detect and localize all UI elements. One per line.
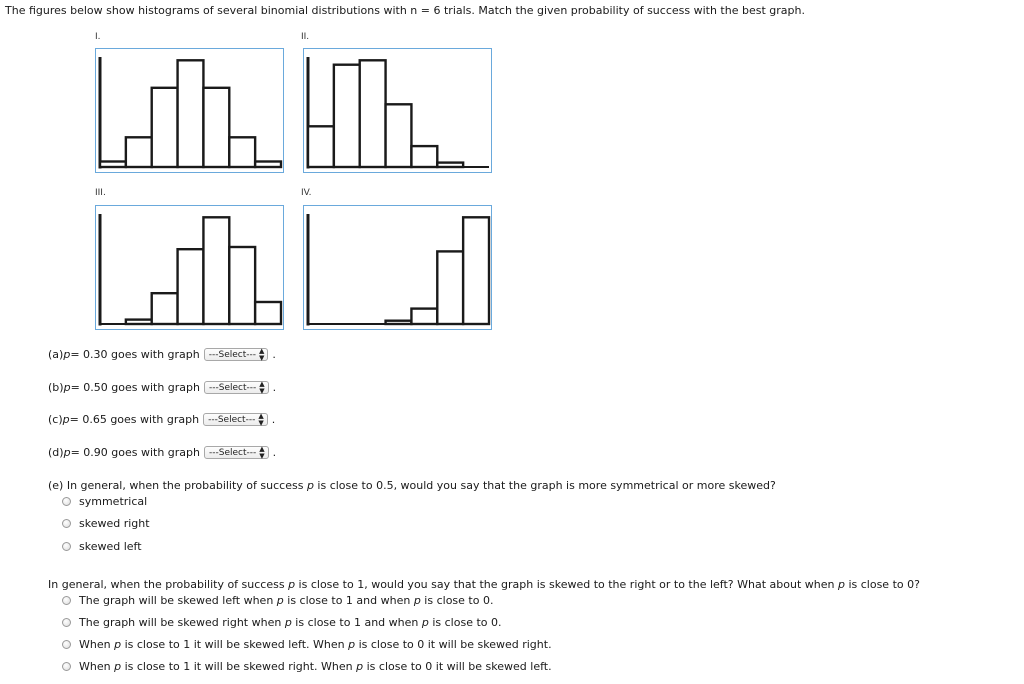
question-d <box>48 446 276 459</box>
option-f-3[interactable] <box>62 638 552 651</box>
select-arrows-icon: ▲ ▼ <box>259 444 265 460</box>
option-var: p <box>114 638 122 651</box>
question-c-text: = 0.65 goes with graph <box>69 413 200 426</box>
histogram-bar <box>360 60 386 167</box>
histogram-bar <box>255 302 281 324</box>
option-text: is close to 0 it will be skewed right. <box>355 638 552 651</box>
option-var: p <box>114 660 122 673</box>
histogram-bar <box>411 309 437 324</box>
option-label <box>79 594 493 607</box>
question-f-text-3: is close to 0? <box>844 578 920 591</box>
question-e <box>48 479 776 492</box>
question-c-period: . <box>271 413 276 426</box>
question-a-text: = 0.30 goes with graph <box>70 348 200 361</box>
histogram-bar <box>126 137 152 167</box>
option-label: skewed right <box>79 517 150 530</box>
question-b-var: p <box>63 381 71 394</box>
question-a-period: . <box>272 348 276 361</box>
option-text: is close to 1 and when <box>283 594 414 607</box>
option-skewed-left[interactable] <box>62 540 142 553</box>
radio-button[interactable] <box>62 519 71 528</box>
graph-label-4: IV. <box>301 188 312 198</box>
histogram-bar <box>229 247 255 324</box>
option-var: p <box>421 616 429 629</box>
option-var: p <box>348 638 356 651</box>
histogram-bar <box>308 126 334 167</box>
radio-button[interactable] <box>62 640 71 649</box>
histogram-bar <box>178 60 204 167</box>
option-var: p <box>284 616 292 629</box>
question-d-period: . <box>272 446 277 459</box>
question-f-text-2: is close to 1, would you say that the graph is skewed to the right or to the left? What about when <box>295 578 838 591</box>
question-b-period: . <box>272 381 277 394</box>
option-label: symmetrical <box>79 495 148 508</box>
histogram-bar <box>463 217 489 324</box>
graph-select-b[interactable] <box>204 381 269 394</box>
graph-select-a-value: ---Select--- <box>208 349 257 360</box>
question-b-prefix: (b) <box>48 381 64 394</box>
radio-button[interactable] <box>62 497 71 506</box>
histogram-graph-3 <box>95 205 284 330</box>
graph-label-2: II. <box>301 32 310 42</box>
question-a-var: p <box>63 348 71 361</box>
question-c-prefix: (c) <box>48 413 63 426</box>
histogram-bar <box>334 65 360 167</box>
question-d-text: = 0.90 goes with graph <box>70 446 201 459</box>
option-text: is close to 1 and when <box>291 616 422 629</box>
graph-select-c[interactable] <box>203 413 268 426</box>
graph-select-b-value: ---Select--- <box>209 382 257 393</box>
option-text: is close to 0. <box>428 616 502 629</box>
option-f-2[interactable] <box>62 616 502 629</box>
option-text: The graph will be skewed right when <box>79 616 285 629</box>
radio-button[interactable] <box>62 662 71 671</box>
question-c <box>48 413 275 426</box>
option-symmetrical[interactable] <box>62 495 147 508</box>
intro-text: The figures below show histograms of several binomial distributions with n = 6 trials. Match the given probability of success with the best graph. <box>5 4 805 17</box>
histogram-bar <box>152 293 178 324</box>
option-text: is close to 0. <box>420 594 494 607</box>
option-text: is close to 0 it will be skewed left. <box>363 660 552 673</box>
question-b-text: = 0.50 goes with graph <box>70 381 201 394</box>
option-label: skewed left <box>79 540 142 553</box>
question-f-var-1: p <box>288 578 296 591</box>
histogram-bar <box>411 146 437 167</box>
select-arrows-icon: ▲ ▼ <box>259 379 265 395</box>
histogram-bar <box>437 251 463 324</box>
question-a-prefix: (a) <box>48 348 64 361</box>
option-text: When <box>79 638 115 651</box>
question-e-text-2: is close to 0.5, would you say that the graph is more symmetrical or more skewed? <box>313 479 776 492</box>
graph-select-a[interactable] <box>204 348 269 361</box>
option-text: is close to 1 it will be skewed right. When <box>121 660 357 673</box>
option-label <box>79 616 502 629</box>
question-f <box>48 578 920 591</box>
option-var: p <box>413 594 421 607</box>
question-f-var-2: p <box>837 578 845 591</box>
option-f-4[interactable] <box>62 660 552 673</box>
option-text: The graph will be skewed left when <box>79 594 277 607</box>
select-arrows-icon: ▲ ▼ <box>259 346 265 362</box>
histogram-bar <box>178 249 204 324</box>
option-text: is close to 1 it will be skewed left. When <box>121 638 349 651</box>
question-b <box>48 381 276 394</box>
question-d-var: p <box>63 446 71 459</box>
question-c-var: p <box>62 413 70 426</box>
question-f-text-1: In general, when the probability of success <box>48 578 289 591</box>
histogram-bar <box>203 217 229 324</box>
radio-button[interactable] <box>62 542 71 551</box>
select-arrows-icon: ▲ ▼ <box>258 411 264 427</box>
option-text: When <box>79 660 115 673</box>
option-var: p <box>276 594 284 607</box>
histogram-graph-2 <box>303 48 492 173</box>
graph-label-3: III. <box>95 188 106 198</box>
graph-select-d-value: ---Select--- <box>209 447 257 458</box>
histogram-bar <box>203 88 229 167</box>
histogram-graph-4 <box>303 205 492 330</box>
question-a <box>48 348 276 361</box>
question-d-prefix: (d) <box>48 446 64 459</box>
graph-select-d[interactable] <box>204 446 269 459</box>
graph-label-1: I. <box>95 32 101 42</box>
question-e-var: p <box>306 479 314 492</box>
histogram-bar <box>152 88 178 167</box>
option-label <box>79 660 552 673</box>
option-f-1[interactable] <box>62 594 493 607</box>
option-label <box>79 638 552 651</box>
graph-select-c-value: ---Select--- <box>208 414 256 425</box>
histogram-bar <box>386 104 412 167</box>
question-e-text-1: (e) In general, when the probability of success <box>48 479 307 492</box>
histogram-bar <box>229 137 255 167</box>
option-var: p <box>356 660 364 673</box>
option-skewed-right[interactable] <box>62 517 150 530</box>
radio-button[interactable] <box>62 596 71 605</box>
histogram-graph-1 <box>95 48 284 173</box>
radio-button[interactable] <box>62 618 71 627</box>
